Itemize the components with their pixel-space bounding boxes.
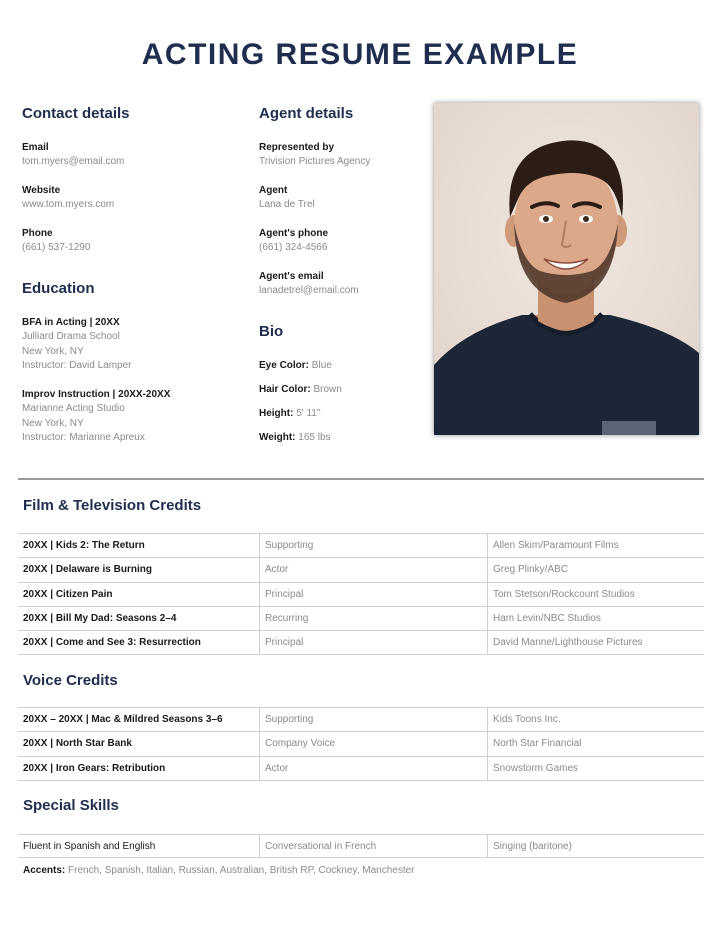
credit-title: 20XX – 20XX | Mac & Mildred Seasons 3–6 — [18, 708, 260, 732]
height-label: Height: — [259, 408, 294, 419]
weight-label: Weight: — [259, 432, 296, 443]
credit-title: 20XX | Come and See 3: Resurrection — [18, 631, 260, 655]
weight-row — [259, 432, 331, 443]
page-title: ACTING RESUME EXAMPLE — [141, 38, 579, 71]
hair-color-label: Hair Color: — [259, 384, 311, 395]
education-heading: Education — [22, 280, 95, 297]
credit-title: 20XX | Iron Gears: Retribution — [18, 756, 260, 780]
table-row — [18, 835, 704, 858]
education-instructor: Instructor: Marianne Apreux — [22, 432, 145, 443]
table-row — [18, 534, 704, 558]
headshot-photo — [434, 103, 699, 435]
education-degree: Improv Instruction | 20XX-20XX — [22, 389, 171, 400]
film-credits-table — [18, 533, 704, 655]
credit-company: Kids Toons Inc. — [488, 708, 705, 732]
agent-email-label: Agent's email — [259, 271, 324, 282]
credit-role: Principal — [260, 582, 488, 606]
credit-role: Supporting — [260, 708, 488, 732]
credit-director: Greg Plinky/ABC — [488, 558, 705, 582]
table-row — [18, 708, 704, 732]
credit-title: 20XX | Citizen Pain — [18, 582, 260, 606]
eye-color-label: Eye Color: — [259, 360, 310, 371]
credit-role: Actor — [260, 558, 488, 582]
agent-value: Lana de Trel — [259, 199, 315, 210]
table-row — [18, 732, 704, 756]
phone-label: Phone — [22, 228, 53, 239]
credit-role: Company Voice — [260, 732, 488, 756]
education-school: Julliard Drama School — [22, 331, 120, 342]
credit-director: Tom Stetson/Rockcount Studios — [488, 582, 705, 606]
accents-label: Accents: — [23, 865, 66, 876]
agent-heading: Agent details — [259, 105, 354, 122]
education-location: New York, NY — [22, 345, 84, 357]
credit-director: David Manne/Lighthouse Pictures — [488, 631, 705, 655]
contact-heading: Contact details — [22, 105, 130, 122]
skill-item: Conversational in French — [260, 835, 488, 858]
education-degree: BFA in Acting | 20XX — [22, 317, 120, 328]
agent-label: Agent — [259, 185, 288, 196]
website-label: Website — [22, 185, 61, 196]
credit-title: 20XX | Kids 2: The Return — [18, 534, 260, 558]
credit-title: 20XX | North Star Bank — [18, 732, 260, 756]
education-instructor: Instructor: David Lamper — [22, 360, 132, 371]
table-row — [18, 558, 704, 582]
special-skills-table — [18, 834, 704, 858]
credit-director: Allen Skim/Paramount Films — [488, 534, 705, 558]
eye-color-row — [259, 360, 332, 371]
agent-phone-value: (661) 324-4566 — [259, 242, 328, 253]
credit-title: 20XX | Delaware is Burning — [18, 558, 260, 582]
education-school: Marianne Acting Studio — [22, 403, 125, 414]
agent-phone-label: Agent's phone — [259, 228, 329, 239]
credit-role: Supporting — [260, 534, 488, 558]
accents-line — [23, 865, 415, 876]
hair-color-value: Brown — [313, 384, 342, 395]
credit-role: Principal — [260, 631, 488, 655]
section-divider — [18, 478, 704, 480]
special-skills-heading: Special Skills — [23, 797, 119, 814]
skill-item: Fluent in Spanish and English — [18, 835, 260, 858]
height-value: 5' 11'' — [296, 408, 321, 419]
represented-label: Represented by — [259, 142, 335, 153]
table-row — [18, 582, 704, 606]
voice-credits-table — [18, 707, 704, 781]
education-location: New York, NY — [22, 417, 84, 429]
credit-role: Actor — [260, 756, 488, 780]
height-row — [259, 408, 321, 419]
skill-item: Singing (baritone) — [488, 835, 705, 858]
table-row — [18, 756, 704, 780]
agent-email-value: lanadetrel@email.com — [259, 285, 359, 296]
credit-title: 20XX | Bill My Dad: Seasons 2–4 — [18, 606, 260, 630]
credit-company: North Star Financial — [488, 732, 705, 756]
voice-credits-heading: Voice Credits — [23, 672, 118, 689]
email-value: tom.myers@email.com — [22, 156, 125, 167]
table-row — [18, 631, 704, 655]
hair-color-row — [259, 384, 342, 395]
credit-company: Snowstorm Games — [488, 756, 705, 780]
phone-value: (661) 537-1290 — [22, 242, 91, 253]
website-value: www.tom.myers.com — [22, 199, 115, 210]
table-row — [18, 606, 704, 630]
email-label: Email — [22, 142, 49, 153]
represented-value: Trivision Pictures Agency — [259, 156, 371, 167]
weight-value: 165 lbs — [298, 432, 331, 443]
credit-director: Ham Levin/NBC Studios — [488, 606, 705, 630]
headshot-illustration — [434, 103, 699, 435]
eye-color-value: Blue — [311, 360, 332, 371]
film-credits-heading: Film & Television Credits — [23, 497, 202, 514]
accents-value: French, Spanish, Italian, Russian, Australian, British RP, Cockney, Manchester — [68, 865, 415, 876]
bio-heading: Bio — [259, 323, 284, 340]
credit-role: Recurring — [260, 606, 488, 630]
